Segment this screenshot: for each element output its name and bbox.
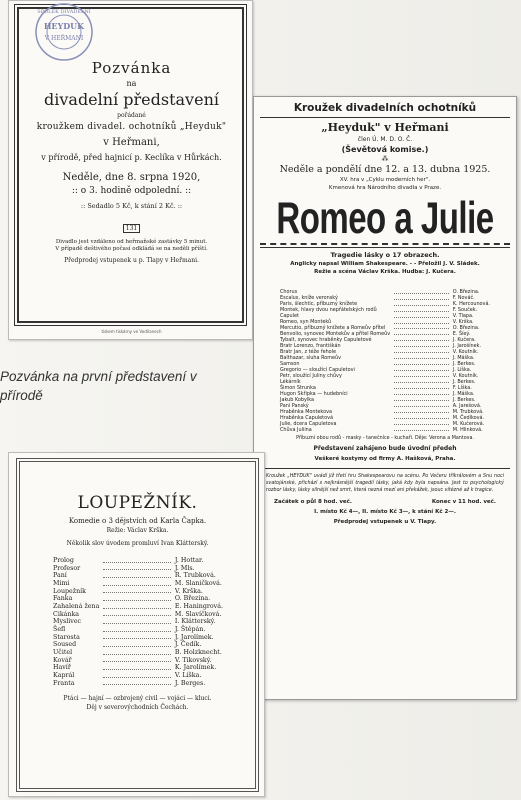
romeo-costumes: Veškeré kostymy od firmy A. Hašková, Praha. — [314, 455, 456, 462]
romeo-genre: Tragedie lásky o 17 obrazech. — [330, 251, 440, 259]
cast-role: Paní — [53, 572, 67, 580]
romeo-district: (Ševětová komise.) — [341, 145, 429, 154]
cast-role: Jakub Kobylka — [280, 396, 314, 403]
invite-date: Neděle, dne 8. srpna 1920, — [62, 172, 201, 183]
cast-actor: M. Trubková. — [452, 408, 484, 415]
cast-role: Mimi — [53, 580, 70, 588]
cast-role: Tybalt, synovec hraběnky Capuletové — [280, 336, 372, 343]
cast-role: Profesor — [53, 564, 81, 572]
cast-row — [53, 626, 223, 634]
cast-role: Escalus, kníže veronský — [280, 294, 338, 301]
cast-row — [53, 611, 223, 619]
invite-number-box: 131 — [123, 224, 140, 233]
cast-role: Lékárník — [280, 378, 301, 385]
cast-leader-dots — [99, 657, 175, 665]
invite-note-1: Divadlo jest vzdáleno od heřmaňské zastávky 5 minut. — [55, 239, 208, 245]
cast-row — [53, 572, 223, 580]
romeo-director: Režie a scéna Václav Krška. Hudba: J. Kučera. — [314, 269, 456, 275]
romeo-series: XV. hra v „Cyklu moderních her". — [339, 177, 431, 183]
cast-role: Montek, hlavy dvou nepřátelských rodů — [280, 306, 377, 313]
cast-leader-dots — [99, 618, 175, 626]
romeo-extras: Příbuzní obou rodů - masky - tanečníce - kuchaři. Děje: Verona a Mantova. — [296, 435, 474, 441]
invite-title: Pozvánka — [91, 59, 172, 77]
cast-role: Hraběnka Montekova — [280, 408, 332, 415]
cast-role: Romeo, syn Monteků — [280, 318, 332, 325]
cast-actor: O. Březina. — [452, 324, 480, 331]
cast-row — [53, 595, 223, 603]
cast-actor: V. Tikovský. — [174, 656, 212, 664]
cast-leader-dots — [99, 580, 175, 588]
cast-actor: J. Jarolímek. — [174, 633, 214, 641]
cast-actor: J. Berkes. — [452, 360, 476, 367]
cast-actor: A. Jarešová. — [452, 402, 482, 409]
cast-row — [53, 680, 223, 688]
cast-actor: V. Krška. — [174, 587, 203, 595]
loupeznik-title: LOUPEŽNÍK. — [77, 493, 198, 513]
cast-actor: B. Holzknecht. — [174, 649, 222, 657]
romeo-start: Začátek o půl 8 hod. več. — [274, 498, 352, 505]
cast-actor: M. Hlinková. — [452, 426, 483, 433]
romeo-title-rule — [260, 243, 510, 248]
cast-role: Soused — [53, 641, 77, 649]
cast-row — [53, 603, 223, 611]
cast-row — [53, 664, 223, 672]
cast-actor: J. Čedík. — [174, 641, 202, 649]
cast-actor: O. Březina. — [174, 595, 211, 603]
cast-actor: M. Slavíčková. — [174, 610, 222, 618]
romeo-prices: I. místo Kč 4—, II. místo Kč 3—, k stání Kč 2—. — [314, 508, 456, 515]
invite-town: v Heřmani, — [103, 137, 160, 148]
cast-actor: J. Líška. — [452, 366, 472, 373]
cast-actor: V. Líška. — [174, 672, 202, 680]
cast-leader-dots — [99, 664, 175, 672]
invitation-card — [8, 0, 253, 340]
invite-venue: v přírodě, před hajnicí p. Keclíka v Hůrkách. — [41, 153, 222, 162]
romeo-presale: Předprodej vstupenek u V. Tlapy. — [333, 518, 437, 525]
cast-actor: J. Mls. — [174, 564, 195, 572]
invite-printer: tiskem tiskárny ve Vodňanech — [101, 329, 162, 334]
cast-role: Učitel — [53, 649, 73, 657]
cast-row — [53, 580, 223, 588]
cast-role: Šefl — [53, 626, 66, 634]
cast-actor: J. Máška. — [452, 354, 475, 361]
loupeznik-intro: Několik slov úvodem promluví Ivan Klátterský. — [66, 540, 209, 547]
cast-role: Julie, dcera Capuletova — [280, 420, 337, 427]
cast-leader-dots — [99, 588, 175, 596]
cast-row — [53, 657, 223, 665]
romeo-poster — [253, 96, 517, 700]
cast-actor: O. Březina. — [452, 289, 480, 295]
romeo-end: Konec v 11 hod. več. — [431, 498, 496, 505]
cast-role: Bratr Lorenzo, františkán — [280, 342, 341, 349]
cast-leader-dots — [99, 565, 175, 573]
cast-role: Hraběnka Capuletová — [280, 414, 333, 421]
romeo-music-note: Představení zahájeno bude úvodní předeh — [313, 444, 457, 452]
svg-text:V HEŘMANI: V HEŘMANI — [44, 35, 84, 42]
invite-prices: :: Sedadlo 5 Kč, k stání 2 Kč. :: — [80, 202, 183, 210]
cast-role: Petr, sloužící Juliny chůvy — [280, 372, 342, 379]
romeo-blurb: Kroužek „HEYDUK" uvádí již třetí hru Shakespearovu na scénu. Po Večeru tříkrálovém a Snu noci svatojánské, přichází s nejkrásnější tragedií lásky, jaká kdy byla napsána. Jest to psychologický rozbor lásky, lásky silnější než smrt, která nezná mezí ani překážek, jsouc vítězné až k tragice. — [266, 473, 504, 493]
cast-actor: V. Koutník. — [452, 372, 479, 379]
cast-role: Capulet — [280, 312, 299, 319]
cast-role: Fanka — [53, 595, 73, 603]
cast-role: Loupežník — [53, 587, 86, 595]
cast-role: Benvolio, synovec Montekův a přítel Romeův — [280, 330, 391, 337]
cast-role: Samson — [280, 360, 300, 367]
cast-leader-dots — [99, 603, 175, 611]
cast-leader-dots — [99, 634, 175, 642]
cast-actor: K. Jarolímek. — [174, 664, 217, 672]
cast-role: Hugon Skřipka — hudebníci — [280, 390, 348, 397]
cast-role: Gregorio — sloužící Capuletovi — [280, 366, 355, 373]
caption: Pozvánka na první představení v přírodě — [0, 369, 197, 403]
cast-actor: J. Hottar. — [174, 557, 204, 564]
romeo-date: Neděle a pondělí dne 12. a 13. dubna 1925. — [279, 164, 491, 175]
cast-leader-dots — [99, 641, 175, 649]
cast-role: Chorus — [280, 289, 298, 295]
svg-text:SPOLEK DIVADELNÍ: SPOLEK DIVADELNÍ — [37, 9, 91, 15]
cast-actor: E. Šíeý. — [452, 330, 471, 337]
invite-poradane: pořádané — [117, 112, 146, 119]
cast-actor: F. Nováč. — [452, 294, 475, 301]
romeo-stars: ⁂ — [381, 155, 389, 163]
romeo-member: člen Ú. M. D. O. Č. — [357, 136, 413, 143]
cast-leader-dots — [99, 672, 175, 680]
club-stamp — [31, 0, 97, 65]
cast-actor: R. Trubková. — [174, 572, 216, 580]
cast-role: Zahalená žena — [53, 603, 100, 611]
cast-leader-dots — [390, 427, 453, 433]
cast-leader-dots — [99, 572, 175, 580]
loupeznik-cast-list — [53, 557, 223, 687]
cast-role: Starosta — [53, 633, 80, 641]
cast-row — [280, 427, 490, 433]
cast-actor: J. Kučera. — [452, 336, 476, 343]
cast-row — [53, 588, 223, 596]
loupeznik-director: Režie: Václav Krška. — [106, 527, 169, 534]
cast-actor: V. Krška. — [452, 318, 474, 325]
cast-actor: M. Slaničková. — [174, 580, 222, 588]
cast-actor: J. Berkes. — [452, 378, 476, 385]
romeo-title: Romeo a Julie — [276, 192, 494, 243]
cast-row — [53, 565, 223, 573]
cast-actor: K. Hercounová. — [452, 300, 490, 307]
invite-na: na — [126, 79, 137, 88]
cast-actor: F. Souček. — [452, 306, 478, 313]
invite-club: kroužkem divadel. ochotníků „Heyduk" — [36, 122, 227, 132]
loupeznik-footer-2: Děj v severovýchodních Čechách. — [86, 704, 189, 712]
loupeznik-footer-1: Ptáci — hajní — ozbrojený civil — vojáci — kluci. — [63, 695, 212, 703]
romeo-cast-list — [280, 289, 490, 433]
cast-actor: V. Tlapa. — [452, 312, 474, 319]
cast-row — [280, 331, 490, 337]
cast-role: Chůva Juliina — [280, 426, 312, 433]
cast-leader-dots — [99, 649, 175, 657]
cast-role: Paris, šlechtic, příbuzný knížete — [280, 300, 358, 307]
romeo-header: Kroužek divadelních ochotníků — [293, 102, 477, 114]
invite-event: divadelní představení — [44, 90, 219, 109]
romeo-source: Kmenová hra Národního divadla v Praze. — [328, 185, 442, 191]
cast-actor: J. Štěpán. — [174, 626, 206, 634]
romeo-rule-mid — [260, 468, 510, 469]
cast-actor: J. Berges. — [174, 679, 206, 687]
svg-text:HEYDUK: HEYDUK — [43, 21, 85, 31]
cast-leader-dots — [99, 680, 175, 688]
cast-role: Franta — [53, 679, 75, 687]
loupeznik-card — [8, 452, 265, 797]
cast-row — [53, 618, 223, 626]
cast-actor: E. Haningrová. — [174, 603, 223, 611]
cast-actor: J. Jarošínek. — [452, 342, 482, 349]
romeo-club: „Heyduk" v Heřmani — [321, 121, 449, 134]
loupeznik-subtitle: Komedie o 3 dějstvích od Karla Čapka. — [68, 517, 207, 525]
romeo-rule-top — [260, 117, 510, 118]
cast-row — [53, 672, 223, 680]
cast-role: Paní Panský — [280, 402, 309, 409]
cast-role: Myslivec — [53, 618, 82, 626]
cast-actor: M. Čedíková. — [452, 414, 485, 421]
cast-leader-dots — [99, 626, 175, 634]
cast-role: Šimon Strunka — [280, 384, 316, 391]
cast-actor: V. Koutník. — [452, 348, 479, 355]
cast-actor: J. Berkes. — [452, 396, 476, 403]
cast-role: Balthazar, sluha Romeův — [280, 354, 342, 361]
cast-row — [280, 325, 490, 331]
invite-note-2: V případě deštivého počasí odkládá se na neděli příští. — [55, 246, 208, 252]
cast-role: Kovář — [53, 656, 72, 664]
cast-row — [53, 649, 223, 657]
cast-actor: I. Klátterský. — [174, 618, 216, 626]
cast-role: Mercutio, příbuzný knížete a Romeův přítel — [280, 324, 386, 331]
cast-actor: F. Líška. — [452, 384, 472, 391]
invite-presale: Předprodej vstupenek u p. Tlapy v Heřmani. — [64, 257, 199, 264]
cast-role: Kaprál — [53, 672, 75, 680]
cast-actor: J. Máška. — [452, 390, 475, 397]
cast-leader-dots — [99, 557, 175, 565]
cast-leader-dots — [99, 611, 175, 619]
cast-row — [53, 557, 223, 565]
cast-role: Bratr Jan, z téže řehole — [280, 348, 337, 355]
cast-row — [53, 641, 223, 649]
cast-role: Cikánka — [53, 610, 80, 618]
cast-role: Havíř — [53, 664, 71, 672]
cast-actor: M. Kučerová. — [452, 420, 485, 427]
invite-time: :: o 3. hodině odpolední. :: — [71, 186, 192, 196]
cast-leader-dots — [99, 595, 175, 603]
romeo-author: Anglicky napsal William Shakespeare. - - Přeložil J. V. Sládek. — [290, 261, 480, 267]
cast-role: Prolog — [53, 557, 74, 564]
